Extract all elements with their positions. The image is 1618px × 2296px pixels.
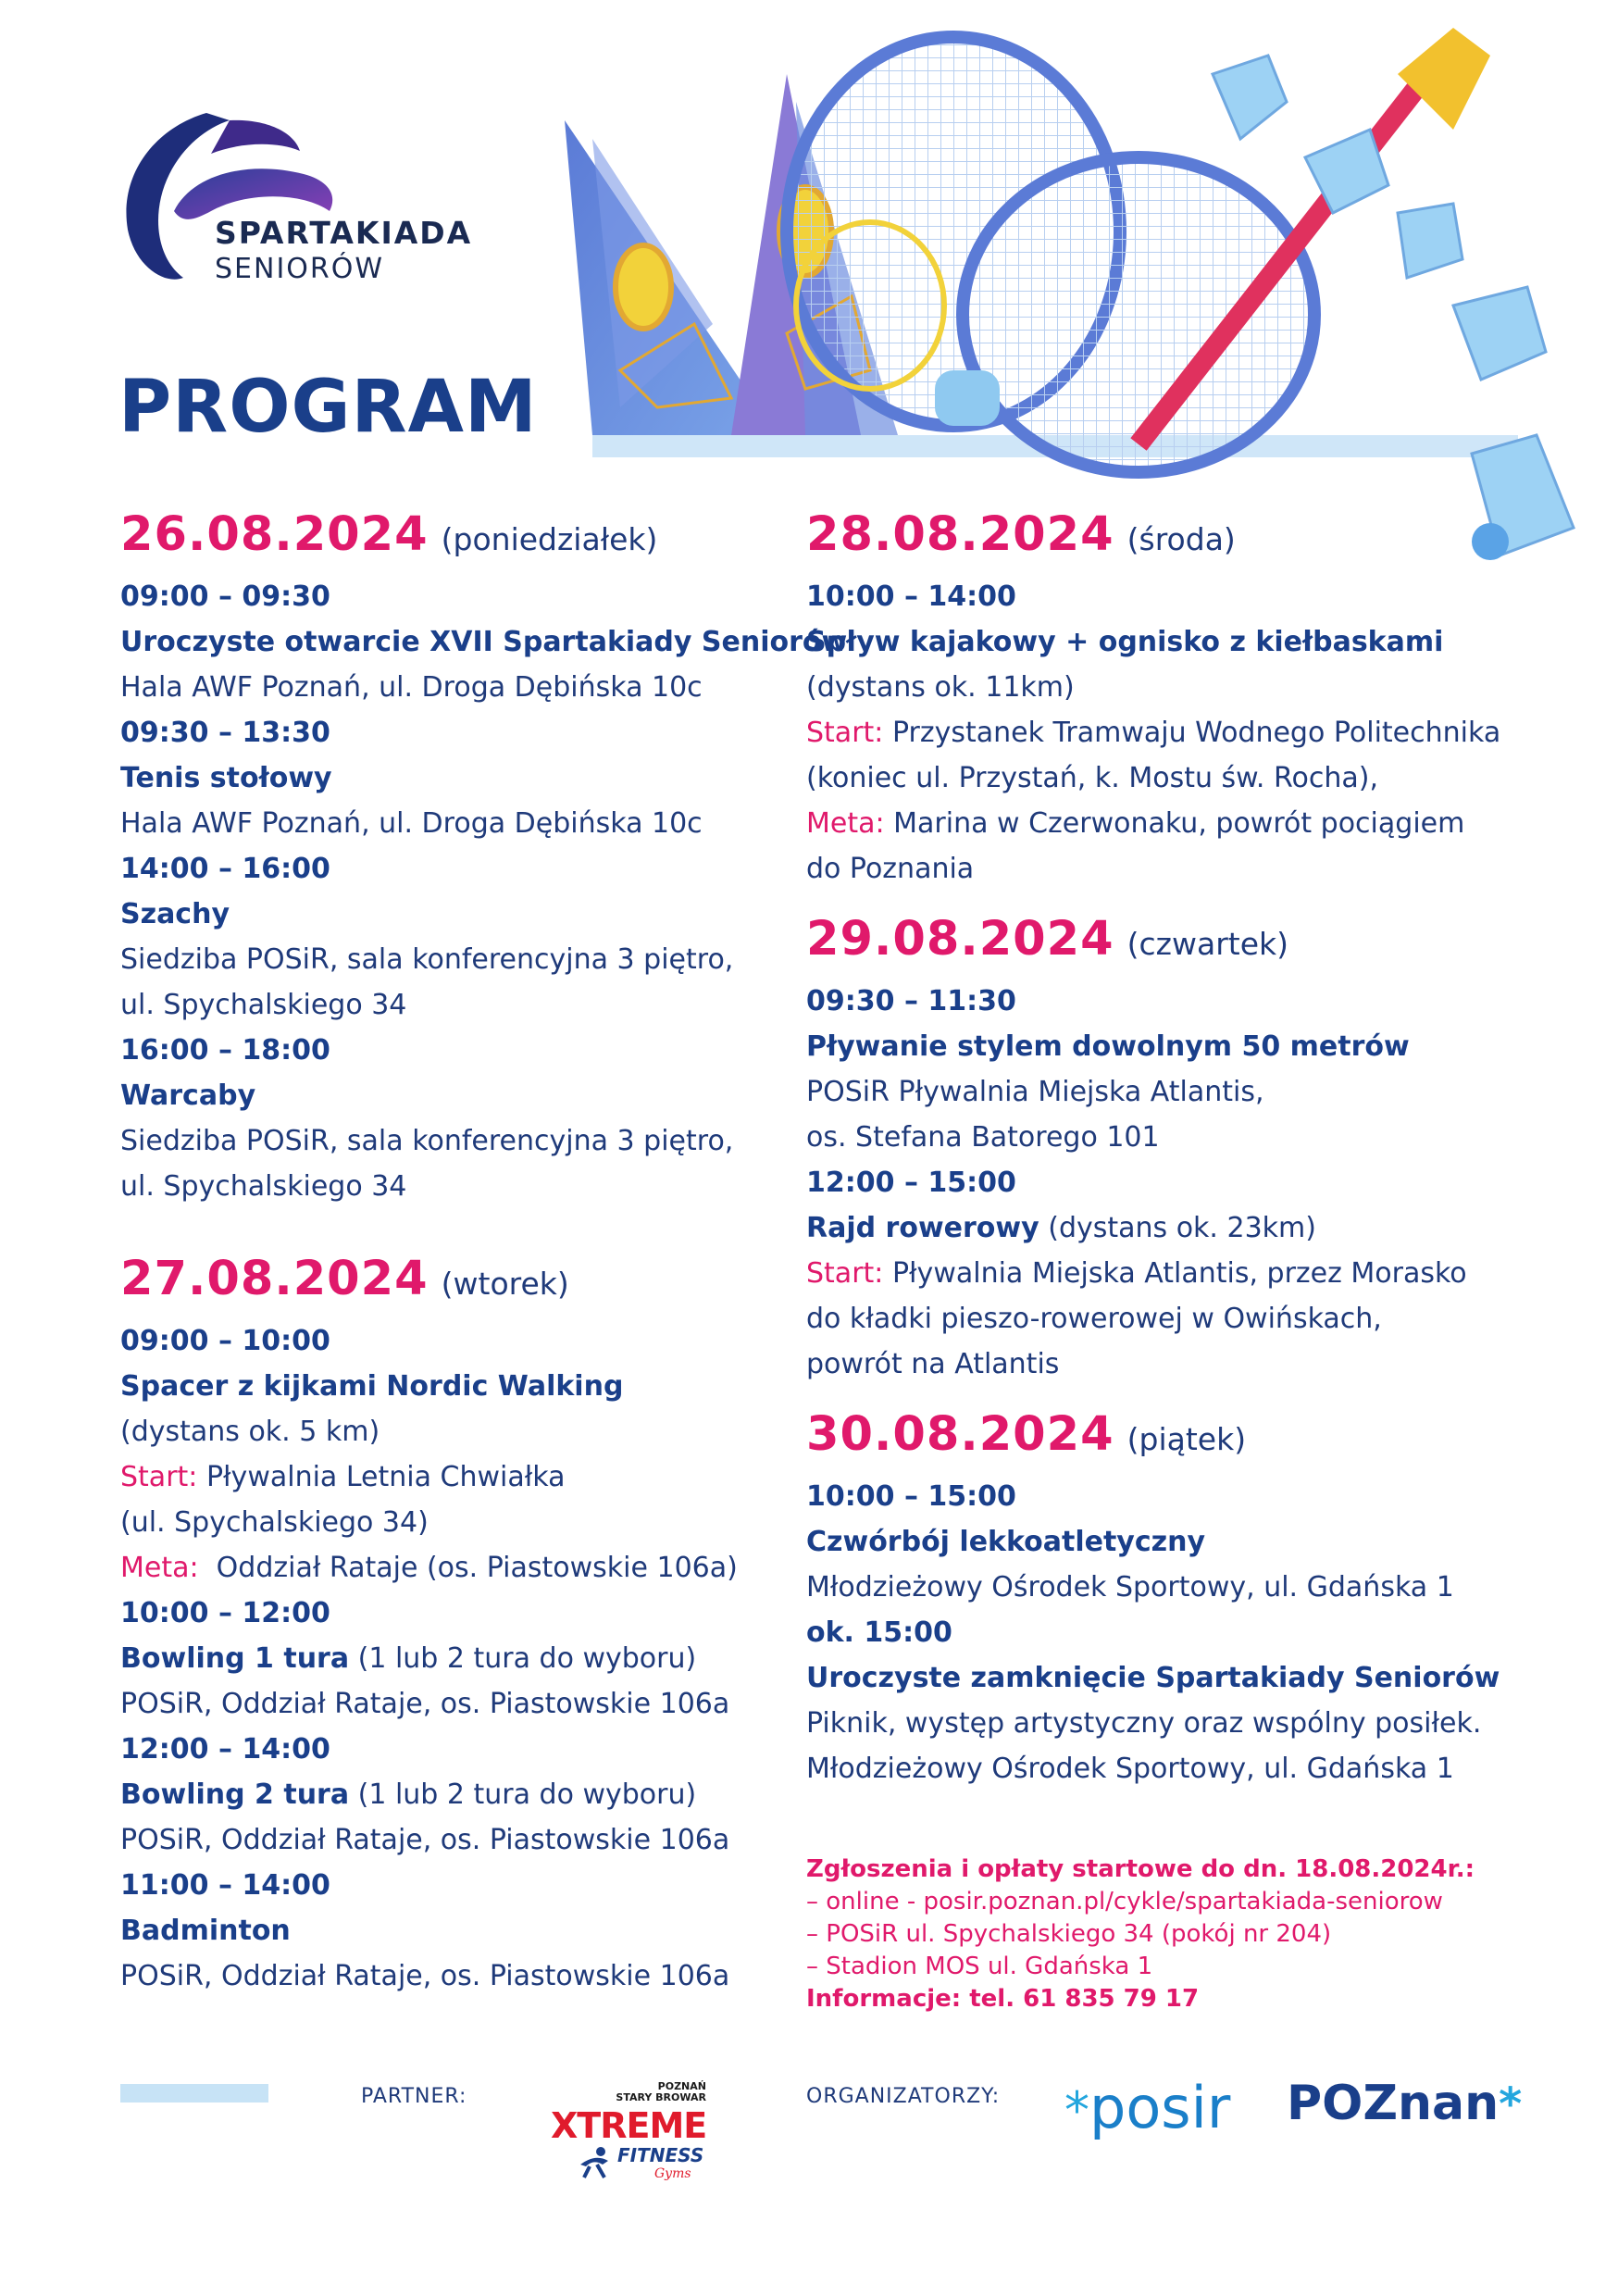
brand-line1: SPARTAKIADA — [215, 215, 473, 251]
route-label: Start: — [806, 1257, 884, 1290]
day-name: (środa) — [1126, 521, 1236, 557]
day-header — [806, 1407, 1510, 1474]
event-detail: powrót na Atlantis — [806, 1348, 1060, 1380]
day-block — [806, 912, 1510, 1387]
event-route — [806, 710, 1510, 755]
event-detail: Hala AWF Poznań, ul. Droga Dębińska 10c — [120, 807, 703, 840]
event-title — [120, 1636, 824, 1681]
day-name: (piątek) — [1126, 1421, 1247, 1457]
registration-heading: Zgłoszenia i opłaty startowe do dn. 18.08.2024r.: — [806, 1855, 1475, 1883]
event-title: Badminton — [120, 1915, 291, 1947]
route-text: Pływalnia Letnia Chwiałka — [197, 1461, 566, 1493]
event-detail: POSiR, Oddział Rataje, os. Piastowskie 106a — [120, 1960, 730, 1992]
event-detail: (ul. Spychalskiego 34) — [120, 1506, 429, 1539]
organizers-label: ORGANIZATORZY: — [806, 2085, 1001, 2108]
event-route — [120, 1545, 824, 1591]
schedule-right-column — [806, 507, 1510, 1791]
day-lines — [806, 1474, 1510, 1791]
event-title-note: (dystans ok. 23km) — [1039, 1212, 1316, 1244]
partner-top1: POZNAŃ — [657, 2080, 706, 2092]
registration-phone: Informacje: tel. 61 835 79 17 — [806, 1985, 1200, 2013]
route-label: Start: — [120, 1461, 198, 1493]
event-title: Spacer z kijkami Nordic Walking — [120, 1370, 624, 1403]
event-detail: ul. Spychalskiego 34 — [120, 1170, 407, 1203]
registration-item: – Stadion MOS ul. Gdańska 1 — [806, 1953, 1153, 1980]
event-title — [806, 1205, 1510, 1251]
event-time: 14:00 – 16:00 — [120, 853, 330, 885]
partner-top2: STARY BROWAR — [616, 2091, 706, 2103]
event-time: 12:00 – 14:00 — [120, 1733, 330, 1766]
event-detail: (koniec ul. Przystań, k. Mostu św. Rocha), — [806, 762, 1378, 794]
route-text: Oddział Rataje (os. Piastowskie 106a) — [198, 1552, 738, 1584]
schedule-left-column — [120, 507, 848, 1999]
day-lines — [120, 1318, 824, 1999]
sports-illustration — [565, 19, 1618, 574]
day-header — [120, 1252, 824, 1318]
posir-text: posir — [1089, 2074, 1231, 2141]
partner-gyms: Gyms — [654, 2166, 691, 2181]
event-time: ok. 15:00 — [806, 1616, 952, 1649]
day-block — [806, 1407, 1510, 1791]
star-icon: * — [1499, 2078, 1523, 2130]
day-name: (poniedziałek) — [441, 521, 658, 557]
event-detail: Młodzieżowy Ośrodek Sportowy, ul. Gdańska 1 — [806, 1753, 1454, 1785]
event-time: 12:00 – 15:00 — [806, 1167, 1016, 1199]
event-detail: Piknik, występ artystyczny oraz wspólny posiłek. — [806, 1707, 1482, 1740]
event-title: Tenis stołowy — [120, 762, 332, 794]
event-title: Spływ kajakowy + ognisko z kiełbaskami — [806, 626, 1444, 658]
day-date: 30.08.2024 — [806, 1407, 1114, 1462]
event-detail: os. Stefana Batorego 101 — [806, 1121, 1160, 1154]
event-detail: ul. Spychalskiego 34 — [120, 989, 407, 1021]
event-title-note: (1 lub 2 tura do wyboru) — [349, 1642, 697, 1675]
day-name: (czwartek) — [1126, 926, 1288, 962]
event-time: 11:00 – 14:00 — [120, 1869, 330, 1902]
event-detail: POSiR, Oddział Rataje, os. Piastowskie 106a — [120, 1824, 730, 1856]
event-time: 16:00 – 18:00 — [120, 1034, 330, 1067]
badminton-rackets-icon — [565, 19, 1618, 574]
day-block — [806, 507, 1510, 892]
event-time: 10:00 – 12:00 — [120, 1597, 330, 1629]
event-time: 09:00 – 09:30 — [120, 580, 330, 613]
day-lines — [806, 979, 1510, 1387]
event-route — [120, 1454, 824, 1500]
day-name: (wtorek) — [441, 1266, 569, 1302]
event-time: 10:00 – 15:00 — [806, 1480, 1016, 1513]
day-header — [806, 507, 1510, 574]
event-time: 09:30 – 13:30 — [120, 717, 330, 749]
day-date: 26.08.2024 — [120, 507, 429, 562]
event-title-text: Bowling 2 tura — [120, 1778, 350, 1811]
event-detail: POSiR, Oddział Rataje, os. Piastowskie 106a — [120, 1688, 730, 1720]
day-date: 29.08.2024 — [806, 912, 1114, 967]
route-text: Marina w Czerwonaku, powrót pociągiem — [884, 807, 1465, 840]
poznan-logo — [1287, 2076, 1522, 2131]
event-detail: (dystans ok. 11km) — [806, 671, 1075, 704]
day-header — [806, 912, 1510, 979]
event-time: 09:30 – 11:30 — [806, 985, 1016, 1017]
day-date: 28.08.2024 — [806, 507, 1114, 562]
spartakiada-logo — [118, 109, 507, 294]
partner-sub: FITNESS — [617, 2144, 704, 2166]
event-detail: Młodzieżowy Ośrodek Sportowy, ul. Gdańska 1 — [806, 1571, 1454, 1603]
event-title-text: Rajd rowerowy — [806, 1212, 1039, 1244]
route-label: Start: — [806, 717, 884, 749]
footer-accent-bar — [120, 2084, 268, 2103]
registration-info — [806, 1853, 1475, 2015]
event-title: Czwórbój lekkoatletyczny — [806, 1526, 1206, 1558]
route-text: Pływalnia Miejska Atlantis, przez Morasko — [883, 1257, 1467, 1290]
event-detail: Siedziba POSiR, sala konferencyjna 3 piętro, — [120, 1125, 734, 1157]
event-time: 09:00 – 10:00 — [120, 1325, 330, 1357]
route-label: Meta: — [806, 807, 885, 840]
route-label: Meta: — [120, 1552, 199, 1584]
day-date: 27.08.2024 — [120, 1252, 429, 1306]
registration-item[interactable]: – online - posir.poznan.pl/cykle/spartakiada-seniorow — [806, 1888, 1443, 1915]
event-title: Warcaby — [120, 1079, 256, 1112]
day-block — [120, 1252, 824, 1999]
event-detail: POSiR Pływalnia Miejska Atlantis, — [806, 1076, 1264, 1108]
event-title — [120, 1772, 824, 1817]
event-time: 10:00 – 14:00 — [806, 580, 1016, 613]
event-route — [806, 801, 1510, 846]
route-text: Przystanek Tramwaju Wodnego Politechnika — [883, 717, 1501, 749]
registration-item: – POSiR ul. Spychalskiego 34 (pokój nr 204) — [806, 1920, 1332, 1948]
event-detail: Hala AWF Poznań, ul. Droga Dębińska 10c — [120, 671, 703, 704]
event-title: Szachy — [120, 898, 230, 930]
event-title: Pływanie stylem dowolnym 50 metrów — [806, 1030, 1410, 1063]
page-title: PROGRAM — [118, 366, 538, 449]
event-detail: do Poznania — [806, 853, 975, 885]
event-detail: do kładki pieszo-rowerowej w Owińskach, — [806, 1303, 1382, 1335]
day-header — [120, 507, 824, 574]
posir-logo — [1064, 2074, 1230, 2141]
xtreme-fitness-logo — [551, 2081, 717, 2189]
runner-icon — [577, 2146, 614, 2179]
event-title-note: (1 lub 2 tura do wyboru) — [349, 1778, 697, 1811]
partner-label: PARTNER: — [361, 2085, 467, 2108]
star-icon: * — [1064, 2081, 1089, 2140]
event-route — [806, 1251, 1510, 1296]
event-title-text: Bowling 1 tura — [120, 1642, 350, 1675]
partner-main: XTREME — [551, 2105, 707, 2146]
day-lines — [806, 574, 1510, 892]
event-title: Uroczyste zamknięcie Spartakiady Seniorów — [806, 1662, 1500, 1694]
event-title: Uroczyste otwarcie XVII Spartakiady Seniorów — [120, 626, 848, 658]
event-detail: Siedziba POSiR, sala konferencyjna 3 piętro, — [120, 943, 734, 976]
poznan-text: POZnan — [1287, 2076, 1500, 2131]
brand-line2: SENIORÓW — [215, 253, 385, 285]
event-detail: (dystans ok. 5 km) — [120, 1416, 380, 1448]
